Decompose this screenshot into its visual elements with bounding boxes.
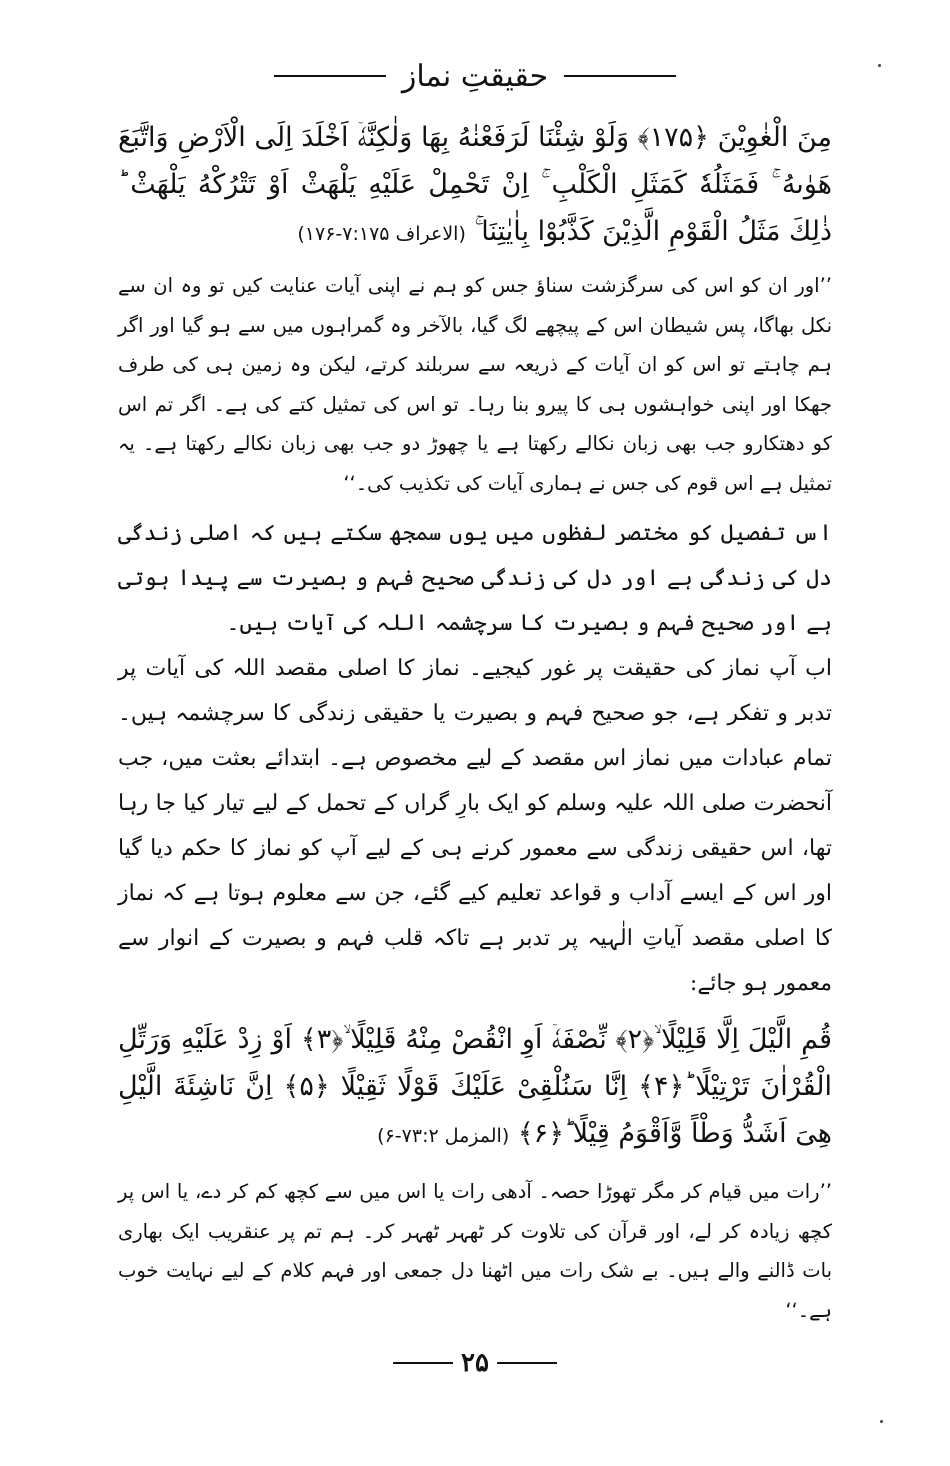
translation-1: ’’اور ان کو اس کی سرگزشت سناؤ جس کو ہم نے اپنی آیات عنایت کیں تو وہ ان سے نکل بھاگا، پس شیطان اس کے پیچھے لگ گیا، بالآخر وہ گمراہوں میں سے ہو گیا اور اگر ہم چاہتے تو اس کو ان آیات کے ذریعہ سے سربلند کرتے، لیکن وہ زمین ہی کی طرف جھکا اور اپنی خواہشوں ہی کا پیرو بنا رہا۔ تو اس کی تمثیل کتے کی ہے۔ اگر تم اس کو دھتکارو جب بھی زبان نکالے رکھتا ہے یا چھوڑ دو جب بھی زبان نکالے رکھتا ہے۔ یہ تمثیل ہے اس قوم کی جس نے ہماری آیات کی تکذیب کی۔‘‘ <box>118 274 832 495</box>
header-rule-right <box>564 75 676 77</box>
footer-rule-right <box>497 1362 557 1364</box>
quran-verse-2 <box>118 1016 832 1160</box>
quran-verse-1 <box>118 114 832 258</box>
translation-2: ’’رات میں قیام کر مگر تھوڑا حصہ۔ آدھی رات یا اس میں سے کچھ کم کر دے، یا اس پر کچھ زیادہ کر لے، اور قرآن کی تلاوت کر ٹھہر ٹھہر کر۔ ہم تم پر عنقریب ایک بھاری بات ڈالنے والے ہیں۔ بے شک رات میں اٹھنا دل جمعی اور فہم کلام کے لیے نہایت خوب ہے۔‘‘ <box>118 1180 832 1322</box>
running-header <box>118 52 832 100</box>
scan-speck <box>880 1420 883 1423</box>
page-footer <box>0 1348 950 1378</box>
quran-verse-2-text: قُمِ الَّیْلَ اِلَّا قَلِیْلًا ۙ﴿۲﴾ نِّصْفَهٗۤ اَوِ انْقُصْ مِنْهُ قَلِیْلًا ۙ﴿۳﴾ اَوْ زِدْ عَلَیْهِ وَرَتِّلِ الْقُرْاٰنَ تَرْتِیْلًا ؕ﴿۴﴾ اِنَّا سَنُلْقِیْ عَلَیْكَ قَوْلًا ثَقِیْلًا ﴿۵﴾ اِنَّ نَاشِئَةَ الَّیْلِ هِیَ اَشَدُّ وَطْاً وَّاَقْوَمُ قِیْلًا ؕ﴿۶﴾ <box>118 1024 832 1149</box>
paragraph-1: اس تفصیل کو مختصر لفظوں میں یوں سمجھ سکتے ہیں کہ اصلی زندگی دل کی زندگی ہے اور دل کی زندگی صحیح فہم و بصیرت سے پیدا ہوتی ہے اور صحیح فہم و بصیرت کا سرچشمہ اللہ کی آیات ہیں۔ <box>118 521 832 636</box>
page-number: ۲۵ <box>461 1348 489 1378</box>
header-rule-left <box>274 75 386 77</box>
paragraph-2: اب آپ نماز کی حقیقت پر غور کیجیے۔ نماز کا اصلی مقصد اللہ کی آیات پر تدبر و تفکر ہے، جو صحیح فہم و بصیرت یا حقیقی زندگی کا سرچشمہ ہیں۔ تمام عبادات میں نماز اس مقصد کے لیے مخصوص ہے۔ ابتدائے بعثت میں، جب آنحضرت صلی اللہ علیہ وسلم کو ایک بارِ گراں کے تحمل کے لیے تیار کیا جا رہا تھا، اس حقیقی زندگی سے معمور کرنے ہی کے لیے آپ کو نماز کا حکم دیا گیا اور اس کے ایسے آداب و قواعد تعلیم کیے گئے، جن سے معلوم ہوتا ہے کہ نماز کا اصلی مقصد آیاتِ الٰہیہ پر تدبر ہے تاکہ قلب فہم و بصیرت کے انوار سے معمور ہو جائے: <box>118 656 832 996</box>
footer-rule-left <box>393 1362 453 1364</box>
quran-verse-1-text: مِنَ الْغٰوِیْنَ ﴿۱۷۵﴾ وَلَوْ شِئْنَا لَرَفَعْنٰهُ بِهَا وَلٰكِنَّهٗۤ اَخْلَدَ اِلَى الْاَرْضِ وَاتَّبَعَ هَوٰىهُ ۚ فَمَثَلُهٗ كَمَثَلِ الْكَلْبِ ۚ اِنْ تَحْمِلْ عَلَیْهِ یَلْهَثْ اَوْ تَتْرُكْهُ یَلْهَثْ ؕ ذٰلِكَ مَثَلُ الْقَوْمِ الَّذِیْنَ كَذَّبُوْا بِاٰیٰتِنَا ۚ <box>118 122 832 247</box>
header-title: حقیقتِ نماز <box>401 58 549 94</box>
quran-verse-2-reference: (المزمل ۷۳:۲-۶) <box>377 1125 510 1147</box>
quran-verse-1-reference: (الاعراف ۷:۱۷۵-۱۷۶) <box>297 223 466 245</box>
scan-speck <box>878 64 881 67</box>
